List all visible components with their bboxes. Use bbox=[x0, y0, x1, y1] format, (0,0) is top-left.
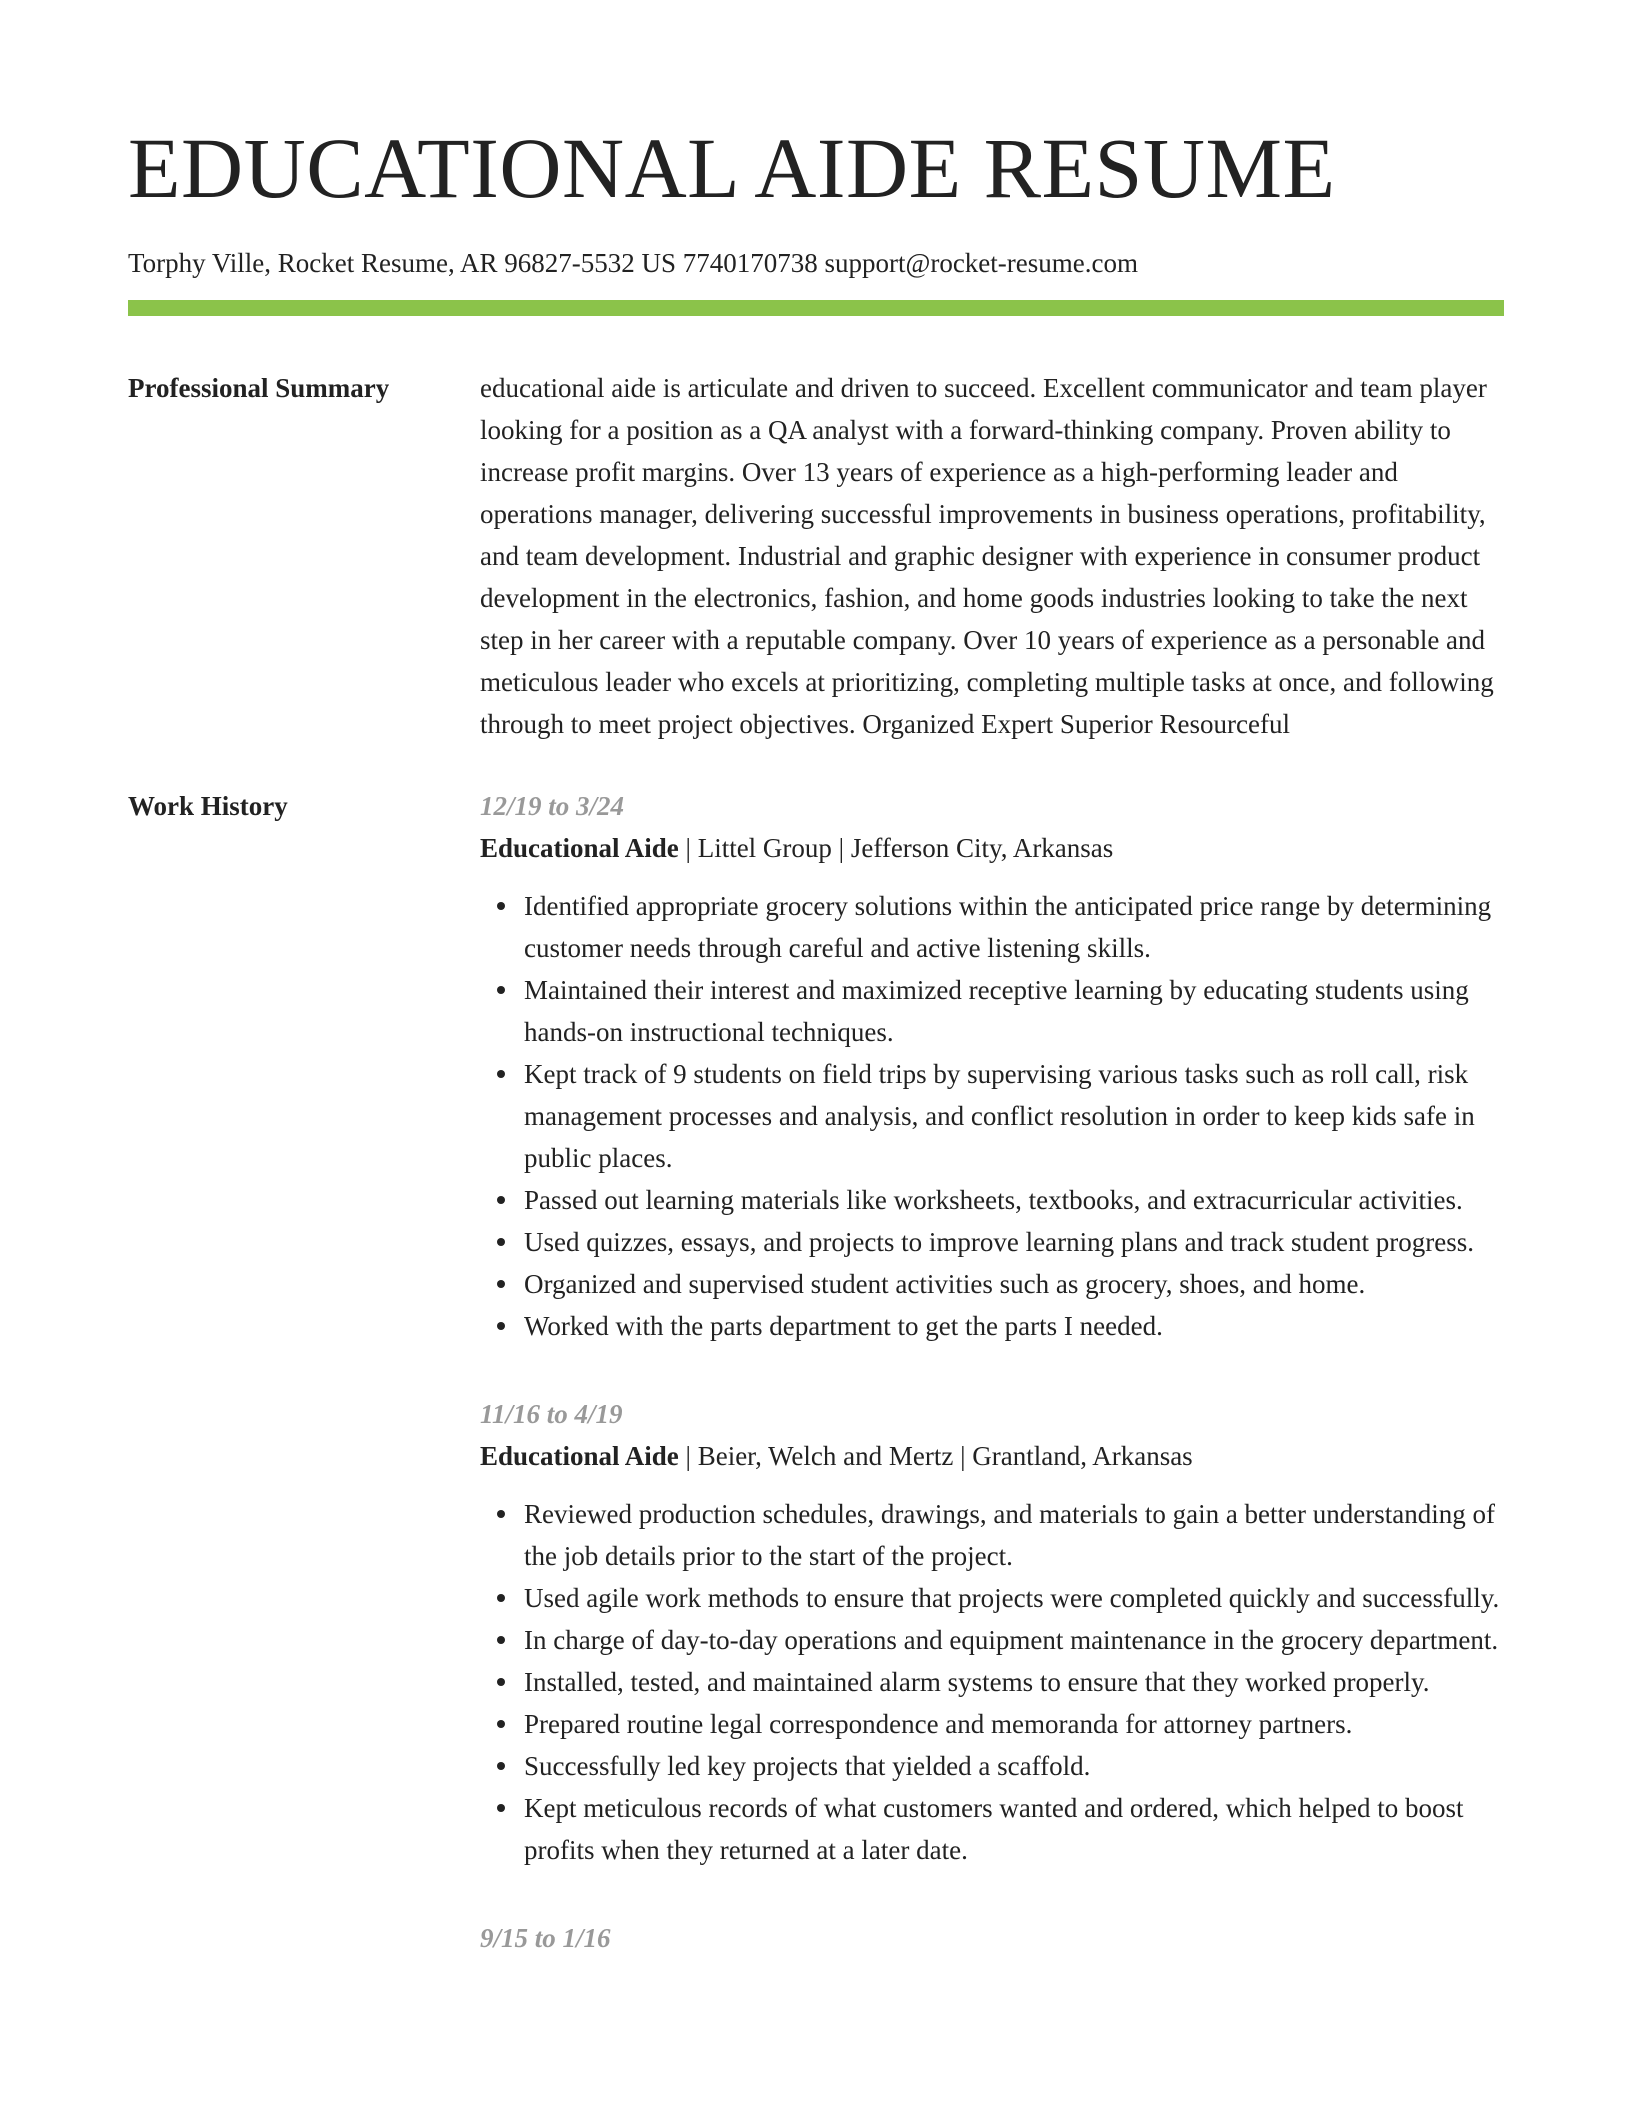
job-bullet: Kept track of 9 students on field trips by supervising various tasks such as roll call, risk management processes and analysis, and conflict resolution in order to keep kids safe in public places. bbox=[524, 1053, 1504, 1179]
job-dates: 11/16 to 4/19 bbox=[480, 1399, 623, 1429]
job-dates: 12/19 to 3/24 bbox=[480, 791, 625, 821]
section-label-work: Work History bbox=[128, 791, 288, 821]
job-bullet: Identified appropriate grocery solutions within the anticipated price range by determining customer needs through careful and active listening skills. bbox=[524, 885, 1504, 969]
job-bullets bbox=[480, 885, 1504, 1347]
job-bullet: Reviewed production schedules, drawings, and materials to gain a better understanding of the job details prior to the start of the project. bbox=[524, 1493, 1504, 1577]
job-bullet: Organized and supervised student activities such as grocery, shoes, and home. bbox=[524, 1263, 1504, 1305]
job-bullet: In charge of day-to-day operations and equipment maintenance in the grocery department. bbox=[524, 1619, 1504, 1661]
section-label-summary: Professional Summary bbox=[128, 373, 390, 403]
job-bullet: Successfully led key projects that yielded a scaffold. bbox=[524, 1745, 1504, 1787]
job-bullet: Worked with the parts department to get the parts I needed. bbox=[524, 1305, 1504, 1347]
job-bullet: Kept meticulous records of what customers wanted and ordered, which helped to boost profits when they returned at a later date. bbox=[524, 1787, 1504, 1871]
job-employer-location: | Littel Group | Jefferson City, Arkansas bbox=[678, 833, 1114, 863]
job-employer-location: | Beier, Welch and Mertz | Grantland, Arkansas bbox=[678, 1441, 1193, 1471]
job-bullet: Passed out learning materials like worksheets, textbooks, and extracurricular activities. bbox=[524, 1179, 1504, 1221]
summary-text: educational aide is articulate and driven to succeed. Excellent communicator and team player looking for a position as a QA analyst with a forward-thinking company. Proven ability to increase profit margins. Over 13 years of experience as a high-performing leader and operations manager, delivering successful improvements in business operations, profitability, and team development. Industrial and graphic designer with experience in consumer product development in the electronics, fashion, and home goods industries looking to take the next step in her career with a reputable company. Over 10 years of experience as a personable and meticulous leader who excels at prioritizing, completing multiple tasks at once, and following through to meet project objectives. Organized Expert Superior Resourceful bbox=[480, 373, 1494, 739]
job-bullets bbox=[480, 1493, 1504, 1871]
accent-rule bbox=[128, 300, 1504, 316]
job-dates: 9/15 to 1/16 bbox=[480, 1923, 611, 1953]
job-title: Educational Aide bbox=[480, 1441, 679, 1471]
work-body bbox=[480, 785, 1504, 2005]
job-heading bbox=[480, 827, 1504, 869]
job-entry bbox=[480, 785, 1504, 1347]
job-entry bbox=[480, 1917, 1504, 1959]
job-bullet: Used agile work methods to ensure that projects were completed quickly and successfully. bbox=[524, 1577, 1504, 1619]
job-entry bbox=[480, 1393, 1504, 1871]
contact-line: Torphy Ville, Rocket Resume, AR 96827-5532 US 7740170738 support@rocket-resume.com bbox=[128, 248, 1138, 278]
job-bullet: Maintained their interest and maximized receptive learning by educating students using hands-on instructional techniques. bbox=[524, 969, 1504, 1053]
job-heading bbox=[480, 1435, 1504, 1477]
resume-title: EDUCATIONAL AIDE RESUME bbox=[128, 120, 1336, 216]
job-title: Educational Aide bbox=[480, 833, 679, 863]
job-bullet: Prepared routine legal correspondence and memoranda for attorney partners. bbox=[524, 1703, 1504, 1745]
summary-body bbox=[480, 367, 1504, 745]
job-bullet: Installed, tested, and maintained alarm systems to ensure that they worked properly. bbox=[524, 1661, 1504, 1703]
professional-summary-section bbox=[128, 367, 1504, 745]
work-history-section bbox=[128, 785, 1504, 2005]
resume-page bbox=[128, 0, 1504, 2005]
job-bullet: Used quizzes, essays, and projects to improve learning plans and track student progress. bbox=[524, 1221, 1504, 1263]
